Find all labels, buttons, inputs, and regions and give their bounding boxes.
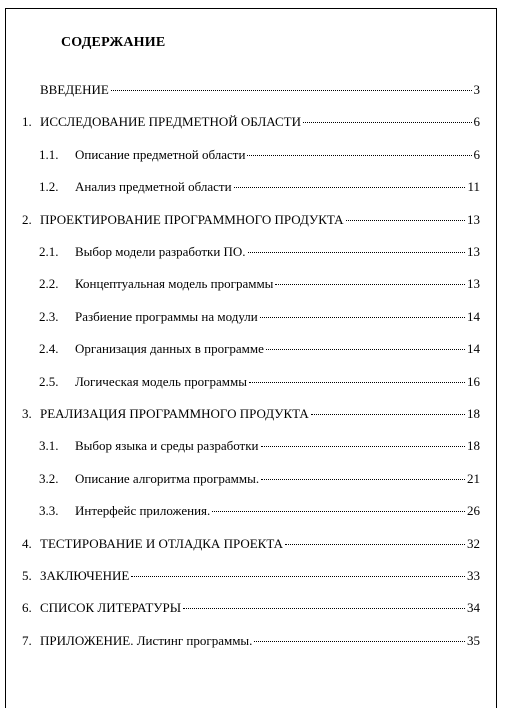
toc-entry-number: 5. — [22, 568, 32, 583]
toc-entry-page: 32 — [467, 536, 480, 551]
toc-entry-number: 2.5. — [39, 374, 59, 389]
toc-entry — [22, 599, 480, 617]
toc-entry-number: 1.1. — [39, 147, 59, 162]
toc-dot-leader — [249, 382, 465, 383]
toc-entry-page: 33 — [467, 568, 480, 583]
toc-dot-leader — [254, 641, 465, 642]
table-of-contents — [6, 9, 496, 708]
toc-entry-number: 3. — [22, 406, 32, 421]
toc-entry-page: 6 — [473, 114, 480, 129]
toc-dot-leader — [247, 155, 471, 156]
toc-entry-number: 2.1. — [39, 244, 59, 259]
toc-dot-leader — [248, 252, 465, 253]
toc-entry-number: 2. — [22, 212, 32, 227]
toc-entry-page: 21 — [467, 471, 480, 486]
toc-entry-label: ИССЛЕДОВАНИЕ ПРЕДМЕТНОЙ ОБЛАСТИ — [40, 114, 301, 129]
toc-entry — [22, 243, 480, 261]
toc-dot-leader — [261, 479, 465, 480]
toc-entry-page: 13 — [467, 276, 480, 291]
toc-entry-label: Интерфейс приложения. — [75, 503, 211, 518]
toc-entry-label: Разбиение программы на модули — [75, 309, 258, 324]
toc-entry-page: 13 — [467, 212, 480, 227]
toc-entry-page: 26 — [467, 503, 480, 518]
toc-entry-number: 3.3. — [39, 503, 59, 518]
toc-entry-page: 34 — [467, 600, 480, 615]
toc-entry-page: 14 — [467, 341, 480, 356]
toc-entry-number: 2.4. — [39, 341, 59, 356]
toc-entry-number: 6. — [22, 600, 32, 615]
toc-entry-page: 35 — [467, 633, 480, 648]
toc-entry — [22, 502, 480, 520]
toc-title: СОДЕРЖАНИЕ — [61, 35, 166, 50]
toc-entry-number: 4. — [22, 536, 32, 551]
toc-entry — [22, 146, 480, 164]
toc-entry-page: 13 — [467, 244, 480, 259]
toc-entry — [22, 178, 480, 196]
toc-entry — [22, 113, 480, 131]
toc-entry-label: ЗАКЛЮЧЕНИЕ — [40, 568, 130, 583]
toc-entry-label: ПРИЛОЖЕНИЕ. Листинг программы. — [40, 633, 253, 648]
toc-entry — [22, 632, 480, 650]
toc-entry-page: 16 — [467, 374, 480, 389]
toc-entry-label: Выбор языка и среды разработки — [75, 438, 259, 453]
toc-entry-label: ТЕСТИРОВАНИЕ И ОТЛАДКА ПРОЕКТА — [40, 536, 284, 551]
toc-entry — [22, 437, 480, 455]
toc-entry-label: Выбор модели разработки ПО. — [75, 244, 246, 259]
toc-entry-page: 11 — [467, 179, 480, 194]
toc-entry — [22, 373, 480, 391]
toc-dot-leader — [266, 349, 465, 350]
toc-entry-label: ВВЕДЕНИЕ — [40, 82, 109, 97]
toc-entry — [22, 275, 480, 293]
toc-entry — [22, 405, 480, 423]
toc-entry-number: 7. — [22, 633, 32, 648]
toc-entry-page: 3 — [473, 82, 480, 97]
toc-entry-page: 18 — [467, 438, 480, 453]
toc-entry-label: Логическая модель программы — [75, 374, 247, 389]
toc-dot-leader — [303, 122, 472, 123]
toc-dot-leader — [111, 90, 472, 91]
toc-dot-leader — [261, 446, 465, 447]
toc-entry-label: РЕАЛИЗАЦИЯ ПРОГРАММНОГО ПРОДУКТА — [40, 406, 309, 421]
toc-dot-leader — [212, 511, 465, 512]
toc-dot-leader — [260, 317, 465, 318]
toc-entry-number: 2.3. — [39, 309, 59, 324]
toc-dot-leader — [131, 576, 465, 577]
toc-entry — [22, 211, 480, 229]
toc-entry-page: 6 — [473, 147, 480, 162]
toc-entry-label: Организация данных в программе — [75, 341, 264, 356]
toc-entry-number: 1. — [22, 114, 32, 129]
toc-entry-label: Описание предметной области — [75, 147, 246, 162]
toc-dot-leader — [346, 220, 465, 221]
toc-entry-label: Анализ предметной области — [75, 179, 232, 194]
toc-dot-leader — [183, 608, 465, 609]
toc-entry-label: Описание алгоритма программы. — [75, 471, 260, 486]
document-page — [5, 8, 497, 708]
toc-entry-number: 2.2. — [39, 276, 59, 291]
toc-entry-page: 18 — [467, 406, 480, 421]
toc-entry-number: 3.1. — [39, 438, 59, 453]
toc-entry-number: 1.2. — [39, 179, 59, 194]
toc-entry — [22, 567, 480, 585]
toc-entry — [22, 81, 480, 99]
toc-entry-number: 3.2. — [39, 471, 59, 486]
toc-entry — [22, 308, 480, 326]
toc-dot-leader — [234, 187, 466, 188]
toc-entry — [22, 535, 480, 553]
toc-entry-label: ПРОЕКТИРОВАНИЕ ПРОГРАММНОГО ПРОДУКТА — [40, 212, 344, 227]
toc-dot-leader — [285, 544, 465, 545]
toc-entry-label: СПИСОК ЛИТЕРАТУРЫ — [40, 600, 182, 615]
toc-dot-leader — [275, 284, 465, 285]
toc-entry — [22, 340, 480, 358]
toc-entry-label: Концептуальная модель программы — [75, 276, 274, 291]
toc-entry — [22, 470, 480, 488]
toc-dot-leader — [311, 414, 465, 415]
toc-entry-page: 14 — [467, 309, 480, 324]
